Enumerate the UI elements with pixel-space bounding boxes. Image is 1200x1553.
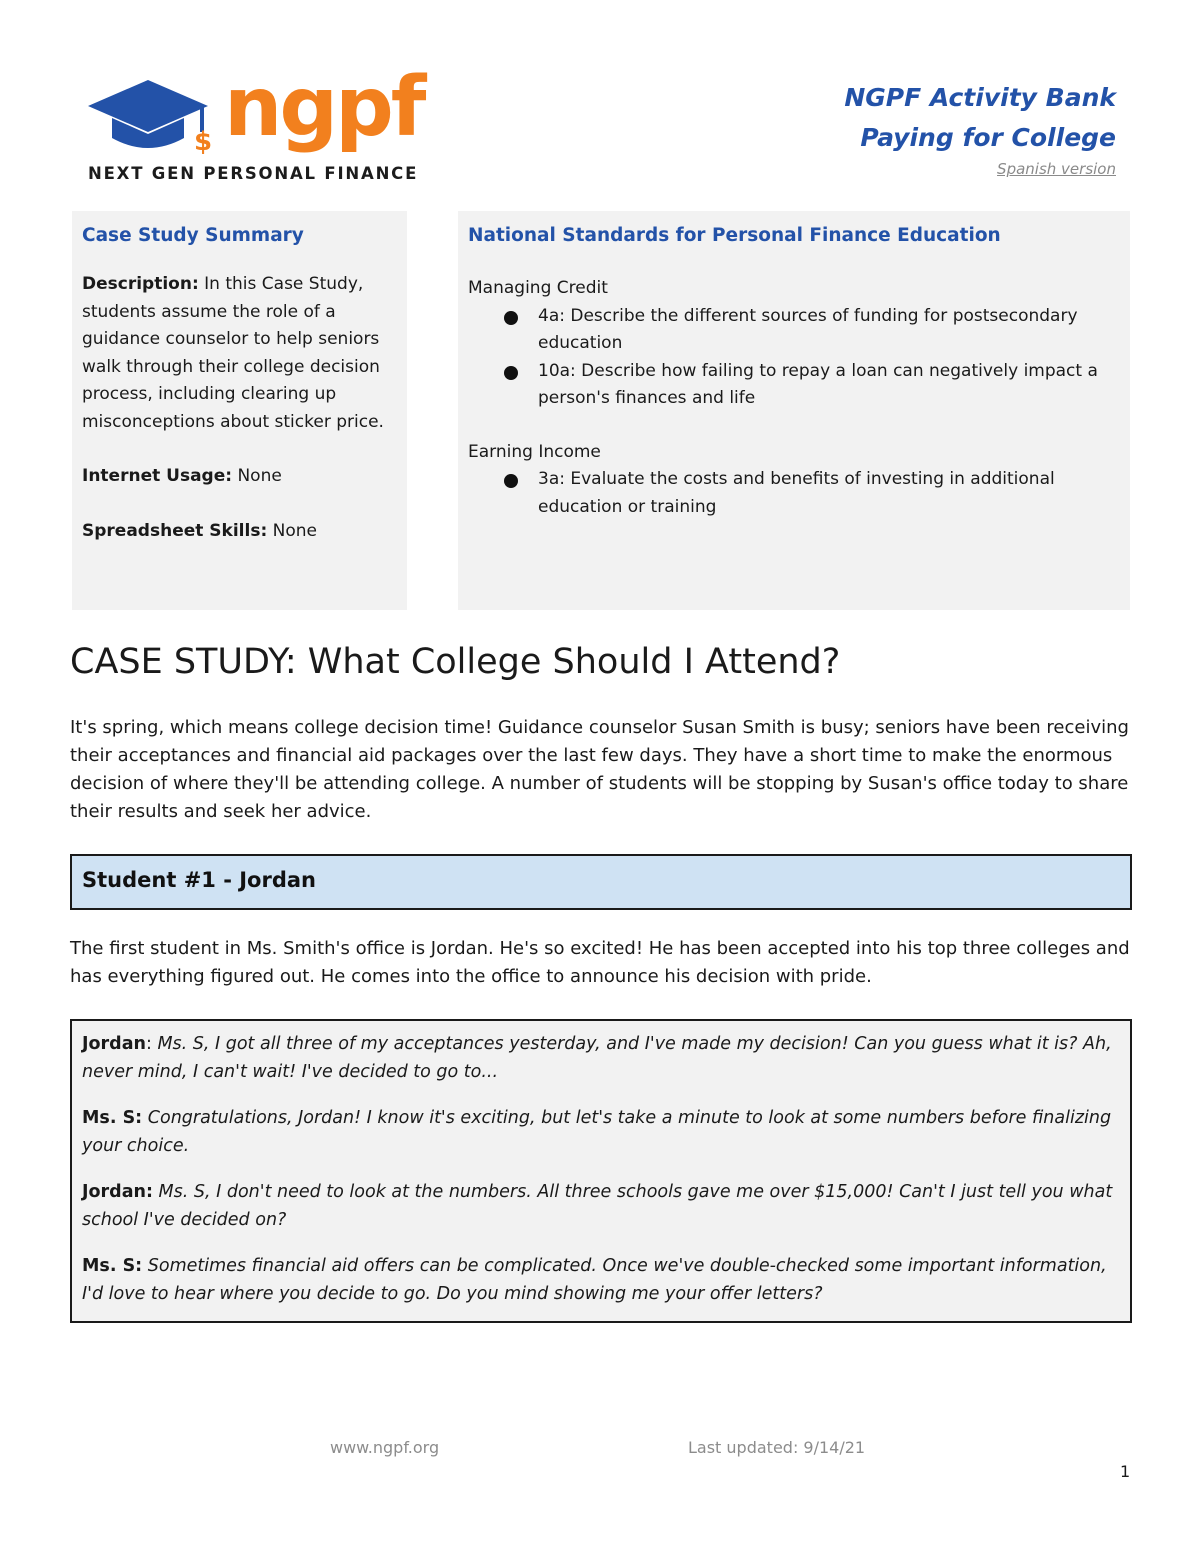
dollar-sign: $ — [194, 127, 213, 157]
dialogue-text: Sometimes financial aid offers can be complicated. Once we've double-checked some important information, I'd love to hear where you decide to go. Do you mind showing me your offer letters? — [82, 1256, 1107, 1304]
case-study-summary-box — [72, 211, 407, 610]
internet-usage — [82, 463, 400, 491]
spreadsheet-skills-label: Spreadsheet Skills: — [82, 520, 268, 541]
dialogue-text: Ms. S, I got all three of my acceptances yesterday, and I've made my decision! Can you guess what it is? Ah, never mind, I can't wait! I've decided to go to... — [82, 1034, 1112, 1082]
standards-heading: National Standards for Personal Finance Education — [468, 225, 1001, 246]
standards-group-title: Earning Income — [468, 441, 601, 462]
spreadsheet-skills-value: None — [267, 520, 318, 541]
speaker-name: Ms. S: — [82, 1108, 143, 1128]
description-text: In this Case Study, students assume the role of a guidance counselor to help seniors walk through their college decision process, including clearing up misconceptions about sticker price. — [82, 274, 384, 432]
student-heading-banner — [70, 854, 1132, 910]
bullet-icon — [504, 366, 518, 380]
activity-bank-title: NGPF Activity Bank — [844, 83, 1116, 112]
speaker-name: Jordan — [82, 1034, 146, 1054]
standard-text: 4a: Describe the different sources of funding for postsecondary education — [538, 305, 1078, 353]
speaker-name: Ms. S: — [82, 1256, 143, 1276]
student-intro-paragraph: The first student in Ms. Smith's office is Jordan. He's so excited! He has been accepted into his top three colleges and has everything figured out. He comes into the office to announce his decision with pride. — [70, 938, 1130, 987]
summary-description — [82, 271, 400, 436]
page-title: CASE STUDY: What College Should I Attend? — [70, 642, 841, 682]
description-label: Description: — [82, 274, 199, 294]
standards-list — [468, 466, 1118, 521]
internet-usage-value: None — [232, 466, 282, 486]
speaker-name: Jordan: — [82, 1182, 153, 1202]
national-standards-box — [458, 211, 1130, 610]
summary-heading: Case Study Summary — [82, 225, 304, 246]
standards-group-title: Managing Credit — [468, 278, 608, 298]
spreadsheet-skills — [82, 518, 400, 546]
intro-paragraph: It's spring, which means college decision time! Guidance counselor Susan Smith is busy; seniors have been receiving their acceptances and financial aid packages over the last few days. They have a short time to make the enormous decision of where they'll be attending college. A number of students will be stopping by Susan's office today to share their results and seek her advice. — [70, 717, 1129, 822]
footer-url-link[interactable]: www.ngpf.org — [330, 1438, 440, 1457]
page-number: 1 — [1120, 1462, 1131, 1481]
internet-usage-label: Internet Usage: — [82, 466, 233, 486]
dialogue-line — [82, 1031, 1122, 1086]
dialogue-text: Congratulations, Jordan! I know it's exciting, but let's take a minute to look at some numbers before finalizing your choice. — [82, 1108, 1112, 1156]
dialogue-line — [82, 1253, 1122, 1308]
standard-text: 10a: Describe how failing to repay a loan can negatively impact a person's finances and life — [538, 360, 1098, 408]
spanish-version-link[interactable]: Spanish version — [997, 160, 1116, 178]
ngpf-logo — [88, 60, 428, 194]
list-item — [468, 466, 1118, 521]
list-item — [468, 358, 1118, 413]
list-item — [468, 303, 1118, 358]
separator: : — [145, 1034, 158, 1054]
logo-tagline: NEXT GEN PERSONAL FINANCE — [88, 164, 419, 183]
dialogue-line — [82, 1105, 1122, 1160]
dialogue-box — [70, 1019, 1132, 1323]
graduation-cap-icon — [88, 78, 228, 158]
footer-last-updated: Last updated: 9/14/21 — [688, 1438, 866, 1457]
dialogue-line — [82, 1179, 1122, 1234]
bullet-icon — [504, 474, 518, 488]
student-heading: Student #1 - Jordan — [82, 868, 316, 892]
bullet-icon — [504, 311, 518, 325]
unit-title: Paying for College — [860, 123, 1116, 152]
logo-wordmark: ngpf — [224, 60, 424, 155]
activity-bank-header — [844, 78, 1116, 180]
standards-list — [468, 303, 1118, 413]
standard-text: 3a: Evaluate the costs and benefits of investing in additional education or training — [538, 469, 1055, 517]
dialogue-text: Ms. S, I don't need to look at the numbers. All three schools gave me over $15,000! Can't I just tell you what school I've decided on? — [82, 1182, 1113, 1230]
